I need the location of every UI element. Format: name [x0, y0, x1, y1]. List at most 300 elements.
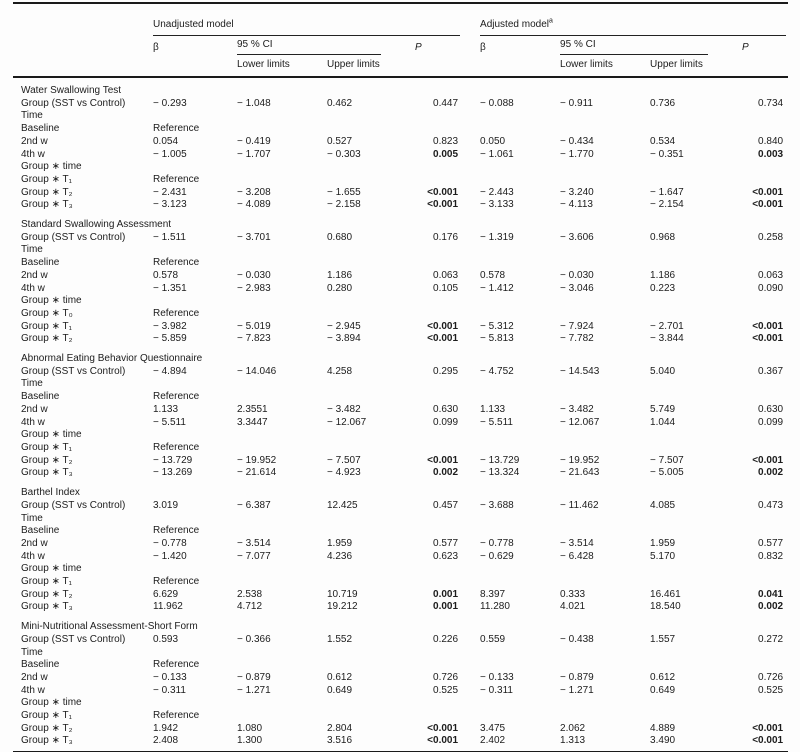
adjusted-ci-lower: − 3.046: [560, 282, 594, 294]
row-label: Group ∗ T₁: [21, 710, 73, 722]
row-label: Baseline: [21, 391, 60, 403]
table-row: [13, 672, 788, 685]
row-label: Group ∗ time: [21, 563, 82, 575]
section-row: [13, 77, 788, 98]
adjusted-ci-lower: − 0.911: [560, 97, 593, 109]
table-row: [13, 685, 788, 698]
row-label: Group (SST vs Control): [21, 97, 126, 109]
section-title: Water Swallowing Test: [21, 85, 122, 96]
adjusted-ci-upper: 1.557: [650, 633, 676, 645]
adjusted-ci-upper: − 7.507: [650, 454, 684, 466]
row-label: Group ∗ time: [21, 697, 82, 709]
adjusted-ci-lower: − 14.543: [560, 365, 600, 377]
row-label: Group ∗ T₁: [21, 320, 73, 332]
row-label: Group ∗ T₃: [13, 735, 153, 751]
table-row: [13, 174, 788, 187]
table-row: [13, 283, 788, 296]
row-label: Group ∗ T₂: [21, 588, 73, 600]
adjusted-ci-lower: − 0.434: [560, 135, 594, 147]
unadjusted-p: 0.099: [433, 416, 459, 428]
unadjusted-ci-lower: 2.538: [237, 588, 263, 600]
unadjusted-p: 0.105: [433, 282, 459, 294]
unadjusted-ci-lower: − 5.019: [237, 320, 271, 332]
unadjusted-ci-upper: 0.649: [327, 684, 353, 696]
adjusted-ci-upper: − 5.005: [650, 467, 684, 479]
unadjusted-beta: 0.578: [153, 269, 179, 281]
unadjusted-ci-upper: − 0.303: [327, 148, 361, 160]
row-label: Time: [21, 110, 43, 122]
unadjusted-beta: 3.019: [153, 499, 179, 511]
row-label: 2nd w: [21, 135, 48, 147]
adjusted-beta: 1.133: [480, 403, 506, 415]
adjusted-beta: − 5.312: [480, 320, 514, 332]
adjusted-p: 0.840: [758, 135, 784, 147]
adjusted-ci-upper: − 3.844: [650, 333, 684, 345]
reference-cell: Reference: [153, 576, 200, 588]
table-row: [13, 366, 788, 379]
row-label: 4th w: [21, 416, 45, 428]
adjusted-ci-upper: 0.649: [650, 684, 676, 696]
table-row: [13, 136, 788, 149]
unadjusted-beta: − 4.894: [153, 365, 187, 377]
row-label: Time: [21, 378, 43, 390]
unadjusted-ci-lower: − 1.048: [237, 97, 271, 109]
adjusted-ci-lower: − 19.952: [560, 454, 600, 466]
table-row: [13, 417, 788, 430]
adjusted-p: 0.734: [758, 97, 784, 109]
section-row: [13, 480, 788, 500]
adjusted-ci-upper: 4.085: [650, 499, 676, 511]
unadjusted-beta: 0.054: [153, 135, 179, 147]
table-row: [13, 576, 788, 589]
row-label: Baseline: [21, 525, 60, 537]
table-row: [13, 697, 788, 710]
unadjusted-p: 0.063: [433, 269, 459, 281]
row-label: Group ∗ T₃: [21, 467, 73, 479]
unadjusted-p: <0.001: [427, 722, 459, 734]
adjusted-p: 0.258: [758, 231, 784, 243]
table-row: [13, 525, 788, 538]
adjusted-beta: 0.559: [480, 633, 506, 645]
table-row: [13, 333, 788, 346]
unadjusted-ci-lower: − 3.514: [237, 537, 271, 549]
adjusted-ci-upper: − 0.351: [650, 148, 684, 160]
unadjusted-beta: 0.593: [153, 633, 179, 645]
table-row: [13, 295, 788, 308]
unadjusted-ci-lower: 1.300: [237, 735, 327, 751]
table-row: [13, 161, 788, 174]
unadjusted-beta: − 1.005: [153, 148, 187, 160]
table-row: [13, 659, 788, 672]
row-label: Baseline: [21, 123, 60, 135]
row-label: Group ∗ T₀: [21, 307, 73, 319]
adjusted-p: 0.002: [758, 467, 784, 479]
unadjusted-p: <0.001: [427, 454, 459, 466]
adjusted-ci-upper: 18.540: [650, 601, 681, 613]
unadjusted-ci-upper: 0.680: [327, 231, 353, 243]
unadjusted-beta: − 5.511: [153, 416, 186, 428]
unadjusted-ci-lower: − 6.387: [237, 499, 271, 511]
section-title: Barthel Index: [21, 487, 80, 499]
unadjusted-beta: − 5.859: [153, 333, 187, 345]
row-label: Group (SST vs Control): [21, 633, 126, 645]
unadjusted-ci-lower: − 1.271: [237, 684, 271, 696]
unadjusted-beta: 1.942: [153, 722, 179, 734]
unadjusted-p: 0.447: [433, 97, 459, 109]
reference-cell: Reference: [153, 441, 200, 453]
unadjusted-p: 0.001: [433, 601, 459, 613]
unadjusted-ci-lower: 4.712: [237, 601, 263, 613]
unadjusted-ci-lower: − 3.701: [237, 231, 271, 243]
unadjusted-p: <0.001: [427, 320, 459, 332]
unadjusted-ci-lower: − 2.983: [237, 282, 271, 294]
adjusted-beta: − 0.311: [480, 684, 513, 696]
row-label: Baseline: [21, 257, 60, 269]
row-label: Group ∗ T₂: [21, 454, 73, 466]
table-row: [13, 589, 788, 602]
unadjusted-ci-lower: 3.3447: [237, 416, 268, 428]
row-label: 2nd w: [21, 403, 48, 415]
adjusted-ci-lower: − 11.462: [560, 499, 599, 511]
adjusted-ci-lower: − 6.428: [560, 550, 594, 562]
adjusted-ci-upper: 1.959: [650, 537, 676, 549]
unadjusted-ci-upper: − 12.067: [327, 416, 367, 428]
reference-cell: Reference: [153, 659, 200, 671]
row-label: Group ∗ time: [21, 161, 82, 173]
adjusted-p: <0.001: [752, 186, 784, 198]
adjusted-beta: 3.475: [480, 722, 506, 734]
adjusted-beta: 2.402: [480, 735, 560, 751]
table-row: [13, 149, 788, 162]
table-row: [13, 442, 788, 455]
unadjusted-ci-upper: 3.516: [327, 735, 415, 751]
adjusted-p: <0.001: [752, 722, 784, 734]
unadjusted-p: <0.001: [415, 735, 480, 751]
table-row: [13, 500, 788, 513]
adjusted-beta: − 13.729: [480, 454, 520, 466]
unadjusted-ci-lower: − 0.879: [237, 671, 271, 683]
unadjusted-p-header: P: [415, 42, 422, 54]
unadjusted-ci-upper: 2.804: [327, 722, 353, 734]
adjusted-beta: − 5.813: [480, 333, 514, 345]
table-row: [13, 551, 788, 564]
table-row: [13, 601, 788, 614]
unadjusted-ci-upper: − 7.507: [327, 454, 361, 466]
unadjusted-ci-upper: 12.425: [327, 499, 358, 511]
unadjusted-ci-header: 95 % CI: [237, 36, 415, 55]
unadjusted-ci-upper: 1.959: [327, 537, 353, 549]
table-row: [13, 378, 788, 391]
adjusted-ci-lower: − 7.924: [560, 320, 594, 332]
section-title: Standard Swallowing Assessment: [21, 219, 172, 231]
adjusted-ci-lower: − 3.482: [560, 403, 594, 415]
unadjusted-p: 0.726: [433, 671, 459, 683]
adjusted-ci-upper: 0.968: [650, 231, 676, 243]
adjusted-ci-upper: 3.490: [650, 735, 742, 751]
adjusted-lower-limits-header: Lower limits: [560, 55, 650, 77]
adjusted-ci-upper: 5.170: [650, 550, 676, 562]
adjusted-beta: 11.280: [480, 601, 510, 613]
adjusted-ci-lower: − 3.240: [560, 186, 594, 198]
table-row: [13, 723, 788, 736]
row-label: Group ∗ T₂: [21, 722, 73, 734]
adjusted-beta: − 1.319: [480, 231, 514, 243]
unadjusted-beta: − 1.351: [153, 282, 187, 294]
adjusted-beta: − 0.778: [480, 537, 514, 549]
adjusted-ci-upper: 4.889: [650, 722, 676, 734]
adjusted-ci-upper: 1.044: [650, 416, 676, 428]
row-label: 4th w: [21, 148, 45, 160]
unadjusted-ci-upper: 19.212: [327, 601, 358, 613]
adjusted-ci-upper: − 2.154: [650, 199, 684, 211]
row-label: Group ∗ T₃: [21, 199, 73, 211]
model-group-header-row: [13, 3, 788, 36]
adjusted-ci-lower: 0.333: [560, 588, 586, 600]
unadjusted-beta: 11.962: [153, 601, 183, 613]
adjusted-ci-upper: 0.223: [650, 282, 676, 294]
adjusted-model-label: Adjusted model: [480, 19, 549, 31]
adjusted-beta: − 0.088: [480, 97, 514, 109]
table-row: [13, 244, 788, 257]
adjusted-ci-lower: − 7.782: [560, 333, 594, 345]
row-label: 2nd w: [21, 671, 48, 683]
row-label: Group ∗ T₃: [21, 601, 73, 613]
unadjusted-ci-lower: − 0.419: [237, 135, 271, 147]
adjusted-p: 0.726: [758, 671, 784, 683]
unadjusted-ci-lower: − 7.823: [237, 333, 271, 345]
table-row: [13, 735, 788, 751]
adjusted-ci-lower: 1.313: [560, 735, 650, 751]
unadjusted-beta: − 0.311: [153, 684, 186, 696]
adjusted-beta: − 3.133: [480, 199, 514, 211]
adjusted-beta: − 2.443: [480, 186, 514, 198]
table-row: [13, 98, 788, 111]
reference-cell: Reference: [153, 525, 200, 537]
adjusted-p-header: P: [742, 42, 749, 54]
unadjusted-model-header: [153, 3, 480, 36]
table-row: [13, 634, 788, 647]
unadjusted-ci-upper: − 2.158: [327, 199, 361, 211]
row-label: Time: [21, 512, 43, 524]
adjusted-p: 0.577: [758, 537, 784, 549]
unadjusted-ci-lower: − 14.046: [237, 365, 277, 377]
adjusted-beta: − 1.061: [480, 148, 514, 160]
adjusted-ci-lower: − 3.514: [560, 537, 594, 549]
table-row: [13, 321, 788, 334]
adjusted-ci-upper: − 1.647: [650, 186, 684, 198]
unadjusted-ci-lower: − 0.030: [237, 269, 271, 281]
adjusted-beta: 0.578: [480, 269, 506, 281]
unadjusted-ci-upper: − 1.655: [327, 186, 361, 198]
adjusted-p: 0.090: [758, 282, 784, 294]
row-label: 4th w: [21, 550, 45, 562]
unadjusted-p: 0.623: [433, 550, 459, 562]
reference-cell: Reference: [153, 173, 200, 185]
row-label: Baseline: [21, 659, 60, 671]
adjusted-p: 0.525: [758, 684, 784, 696]
table-row: [13, 257, 788, 270]
row-label: Group (SST vs Control): [21, 499, 126, 511]
unadjusted-p: 0.823: [433, 135, 459, 147]
reference-cell: Reference: [153, 257, 200, 269]
adjusted-ci-lower: 2.062: [560, 722, 586, 734]
adjusted-beta: − 0.629: [480, 550, 514, 562]
section-title: Mini-Nutritional Assessment-Short Form: [21, 621, 198, 633]
section-row: [13, 212, 788, 232]
section-title: Abnormal Eating Behavior Questionnaire: [21, 353, 203, 365]
unadjusted-beta-header: β: [153, 42, 159, 54]
table-row: [13, 110, 788, 123]
table-row: [13, 563, 788, 576]
unadjusted-ci-lower: − 3.208: [237, 186, 271, 198]
adjusted-beta: − 3.688: [480, 499, 514, 511]
adjusted-ci-lower: − 21.643: [560, 467, 600, 479]
unadjusted-beta: 2.408: [153, 735, 237, 751]
unadjusted-lower-limits-header: Lower limits: [237, 55, 327, 77]
table-row: [13, 710, 788, 723]
unadjusted-beta: − 13.729: [153, 454, 193, 466]
unadjusted-beta: − 3.123: [153, 199, 187, 211]
adjusted-beta-header: β: [480, 42, 486, 54]
unadjusted-ci-upper: 4.258: [327, 365, 353, 377]
adjusted-ci-lower: − 0.879: [560, 671, 594, 683]
unadjusted-ci-upper: 0.462: [327, 97, 353, 109]
adjusted-p: <0.001: [742, 735, 788, 751]
adjusted-ci-lower: − 0.438: [560, 633, 594, 645]
adjusted-ci-header: 95 % CI: [560, 36, 742, 55]
adjusted-beta: − 13.324: [480, 467, 520, 479]
unadjusted-upper-limits-header: Upper limits: [327, 55, 415, 77]
unadjusted-p: 0.001: [433, 588, 459, 600]
adjusted-ci-lower: − 1.271: [560, 684, 594, 696]
adjusted-ci-upper: 0.736: [650, 97, 676, 109]
unadjusted-p: <0.001: [427, 199, 459, 211]
unadjusted-beta: − 1.511: [153, 231, 186, 243]
stat-header-row: [13, 36, 788, 55]
adjusted-p: <0.001: [752, 199, 784, 211]
adjusted-p: 0.063: [758, 269, 784, 281]
unadjusted-ci-lower: 1.080: [237, 722, 263, 734]
unadjusted-p: 0.525: [433, 684, 459, 696]
adjusted-ci-upper: − 2.701: [650, 320, 684, 332]
unadjusted-beta: − 2.431: [153, 186, 187, 198]
adjusted-p: 0.630: [758, 403, 784, 415]
unadjusted-ci-upper: 0.612: [327, 671, 353, 683]
reference-cell: Reference: [153, 391, 200, 403]
unadjusted-ci-lower: − 7.077: [237, 550, 271, 562]
table-row: [13, 308, 788, 321]
row-label: Group ∗ T₁: [21, 576, 73, 588]
unadjusted-p: 0.176: [433, 231, 459, 243]
unadjusted-ci-upper: 1.186: [327, 269, 353, 281]
row-label: 4th w: [21, 684, 45, 696]
adjusted-ci-lower: 4.021: [560, 601, 586, 613]
adjusted-beta: 8.397: [480, 588, 506, 600]
unadjusted-ci-upper: 4.236: [327, 550, 353, 562]
adjusted-upper-limits-header: Upper limits: [650, 55, 742, 77]
unadjusted-ci-lower: − 19.952: [237, 454, 277, 466]
row-label: Time: [21, 244, 43, 256]
adjusted-ci-lower: − 0.030: [560, 269, 594, 281]
table-row: [13, 455, 788, 468]
unadjusted-ci-lower: − 0.366: [237, 633, 271, 645]
unadjusted-ci-upper: − 3.894: [327, 333, 361, 345]
adjusted-beta: − 4.752: [480, 365, 514, 377]
adjusted-p: 0.003: [758, 148, 784, 160]
table-row: [13, 467, 788, 480]
row-label: 2nd w: [21, 537, 48, 549]
unadjusted-ci-lower: − 21.614: [237, 467, 277, 479]
unadjusted-p: 0.002: [433, 467, 459, 479]
table-row: [13, 404, 788, 417]
unadjusted-model-label: Unadjusted model: [153, 19, 234, 31]
adjusted-p: <0.001: [752, 320, 784, 332]
unadjusted-ci-upper: − 4.923: [327, 467, 361, 479]
ci-limits-header-row: [13, 55, 788, 77]
unadjusted-ci-upper: 0.527: [327, 135, 353, 147]
section-row: [13, 346, 788, 366]
row-label: Group ∗ T₁: [21, 173, 73, 185]
adjusted-ci-lower: − 1.770: [560, 148, 594, 160]
adjusted-model-header: [480, 3, 788, 36]
unadjusted-p: 0.005: [433, 148, 459, 160]
statistical-results-table: [13, 2, 788, 752]
row-label: Group ∗ time: [21, 429, 82, 441]
table-row: [13, 391, 788, 404]
adjusted-ci-upper: 0.534: [650, 135, 676, 147]
unadjusted-ci-upper: 1.552: [327, 633, 353, 645]
unadjusted-beta: − 3.982: [153, 320, 187, 332]
adjusted-ci-lower: − 4.113: [560, 199, 593, 211]
unadjusted-p: 0.457: [433, 499, 459, 511]
row-label: 2nd w: [21, 269, 48, 281]
unadjusted-beta: − 0.133: [153, 671, 187, 683]
row-label: Group ∗ T₂: [21, 186, 73, 198]
reference-cell: Reference: [153, 307, 200, 319]
unadjusted-ci-upper: 0.280: [327, 282, 353, 294]
unadjusted-p: <0.001: [427, 186, 459, 198]
table-row: [13, 538, 788, 551]
adjusted-beta: − 0.133: [480, 671, 514, 683]
adjusted-p: 0.367: [758, 365, 784, 377]
unadjusted-p: 0.295: [433, 365, 459, 377]
table-row: [13, 513, 788, 526]
section-row: [13, 614, 788, 634]
reference-cell: Reference: [153, 710, 200, 722]
adjusted-ci-upper: 0.612: [650, 671, 676, 683]
unadjusted-beta: 6.629: [153, 588, 179, 600]
unadjusted-beta: − 0.293: [153, 97, 187, 109]
unadjusted-ci-lower: − 1.707: [237, 148, 271, 160]
row-label: 4th w: [21, 282, 45, 294]
adjusted-p: 0.272: [758, 633, 784, 645]
adjusted-p: 0.099: [758, 416, 784, 428]
unadjusted-p: 0.226: [433, 633, 459, 645]
unadjusted-ci-upper: − 3.482: [327, 403, 361, 415]
adjusted-beta: − 1.412: [480, 282, 514, 294]
adjusted-p: <0.001: [752, 333, 784, 345]
row-label: Group ∗ time: [21, 295, 82, 307]
table-row: [13, 647, 788, 660]
unadjusted-p: <0.001: [427, 333, 459, 345]
unadjusted-ci-upper: 10.719: [327, 588, 358, 600]
adjusted-ci-upper: 5.749: [650, 403, 676, 415]
empty-corner-cell: [13, 3, 153, 36]
table-row: [13, 187, 788, 200]
adjusted-beta: 0.050: [480, 135, 506, 147]
adjusted-p: <0.001: [752, 454, 784, 466]
adjusted-ci-lower: − 12.067: [560, 416, 600, 428]
